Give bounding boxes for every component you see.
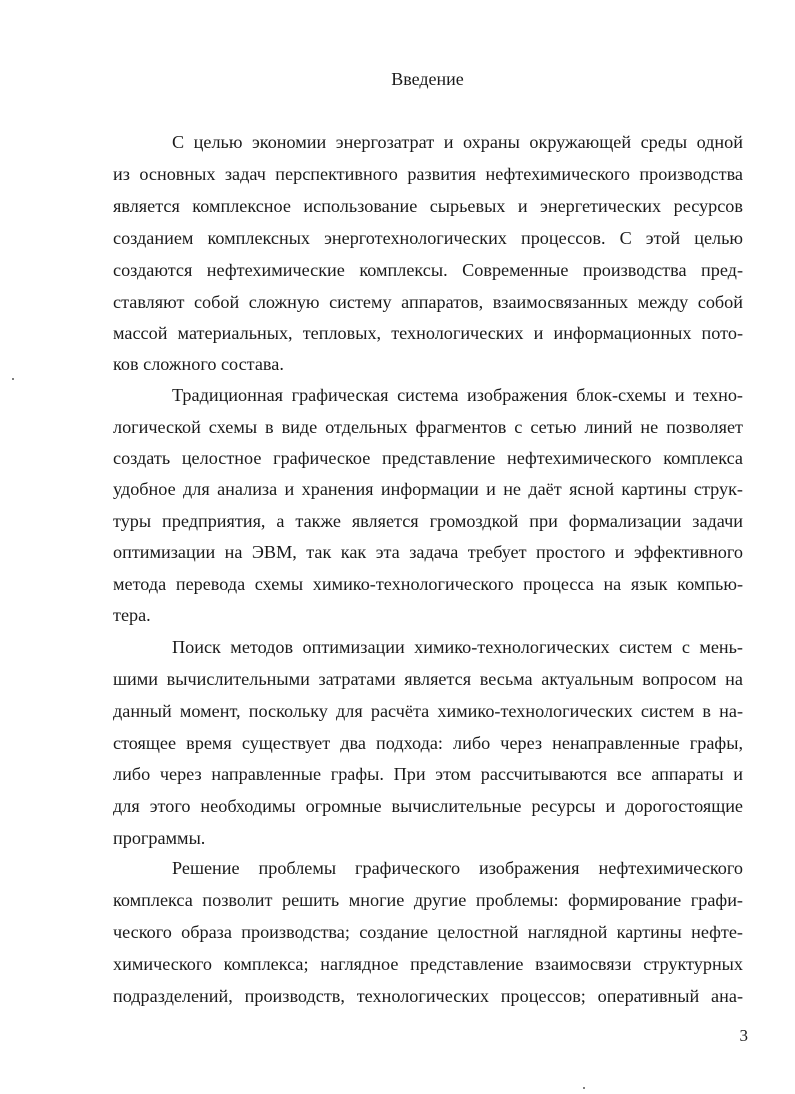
text-line: для этого необходимы огромные вычислительные ресурсы и дорогостоящие [113, 796, 743, 816]
text-line: является комплексное использование сырьевых и энергетических ресурсов [113, 196, 743, 216]
text-line: туры предприятия, а также является громоздкой при формализации задачи [113, 511, 743, 531]
text-line: Традиционная графическая система изображения блок-схемы и техно- [172, 385, 743, 405]
text-line: Решение проблемы графического изображения нефтехимического [172, 858, 743, 878]
text-line: С целью экономии энергозатрат и охраны окружающей среды одной [172, 132, 743, 152]
page-number: 3 [739, 1026, 748, 1045]
text-line: удобное для анализа и хранения информации и не даёт ясной картины струк- [113, 479, 743, 499]
text-line: подразделений, производств, технологических процессов; оперативный ана- [113, 986, 743, 1006]
text-line: ческого образа производства; создание целостной наглядной картины нефте- [113, 922, 743, 942]
text-line: шими вычислительными затратами является весьма актуальным вопросом на [113, 669, 743, 689]
text-line: ков сложного состава. [113, 354, 284, 374]
scan-speck [583, 1087, 585, 1089]
text-line: создать целостное графическое представление нефтехимического комплекса [113, 448, 743, 468]
text-line: создаются нефтехимические комплексы. Современные производства пред- [113, 260, 743, 280]
text-line: стоящее время существует два подхода: либо через ненаправленные графы, [113, 733, 743, 753]
text-line: созданием комплексных энерготехнологических процессов. С этой целью [113, 228, 743, 248]
text-line: Поиск методов оптимизации химико-технологических систем с мень- [172, 637, 743, 657]
text-line: программы. [113, 828, 206, 848]
text-line: химического комплекса; наглядное представление взаимосвязи структурных [113, 954, 743, 974]
text-line: либо через направленные графы. При этом рассчитываются все аппараты и [113, 764, 743, 784]
text-line: ставляют собой сложную систему аппаратов, взаимосвязанных между собой [113, 292, 743, 312]
text-line: логической схемы в виде отдельных фрагментов с сетью линий не позволяет [113, 417, 743, 437]
text-line: из основных задач перспективного развития нефтехимического производства [113, 164, 743, 184]
text-line: данный момент, поскольку для расчёта химико-технологических систем в на- [113, 701, 743, 721]
text-line: комплекса позволит решить многие другие проблемы: формирование графи- [113, 890, 743, 910]
text-line: тера. [113, 605, 151, 625]
text-line: массой материальных, тепловых, технологических и информационных пото- [113, 323, 743, 343]
text-line: оптимизации на ЭВМ, так как эта задача требует простого и эффективного [113, 542, 743, 562]
page-title: Введение [391, 69, 464, 89]
text-line: метода перевода схемы химико-технологического процесса на язык компью- [113, 574, 743, 594]
scan-speck [12, 378, 14, 380]
